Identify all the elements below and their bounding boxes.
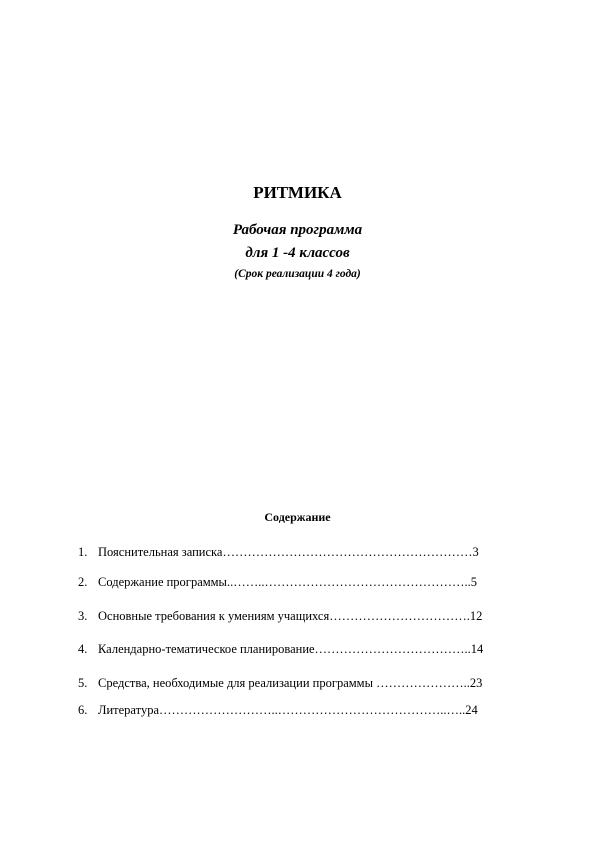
toc-item-number: 4. [78, 642, 88, 656]
subtitle-program: Рабочая программа [232, 222, 363, 238]
toc-item [78, 574, 477, 590]
toc-item [78, 702, 478, 718]
toc-item-number: 1. [78, 545, 88, 559]
toc-item [78, 608, 482, 624]
toc-item-text: Литература………………………..…………………………………..…..24 [98, 703, 478, 717]
toc-item [78, 675, 482, 691]
subtitle-grades: для 1 -4 классов [245, 245, 350, 261]
toc-heading: Содержание [264, 510, 331, 524]
toc-item-text: Основные требования к умениям учащихся…………………………….12 [98, 609, 483, 623]
toc-item [78, 544, 479, 560]
toc-item-text: Средства, необходимые для реализации программы …………………..23 [98, 676, 483, 690]
toc-item-number: 2. [78, 575, 88, 589]
toc-item-text: Пояснительная записка……………………………………………………3 [98, 545, 479, 559]
toc-item-text: Календарно-тематическое планирование………………………………..14 [98, 642, 484, 656]
toc-item-number: 5. [78, 676, 88, 690]
toc-item-text: Содержание программы..……..…………………………………………..5 [98, 575, 477, 589]
toc-item-number: 3. [78, 609, 88, 623]
document-title: РИТМИКА [253, 183, 342, 202]
toc-item [78, 641, 483, 657]
toc-item-number: 6. [78, 703, 88, 717]
subtitle-duration: (Срок реализации 4 года) [234, 268, 361, 280]
